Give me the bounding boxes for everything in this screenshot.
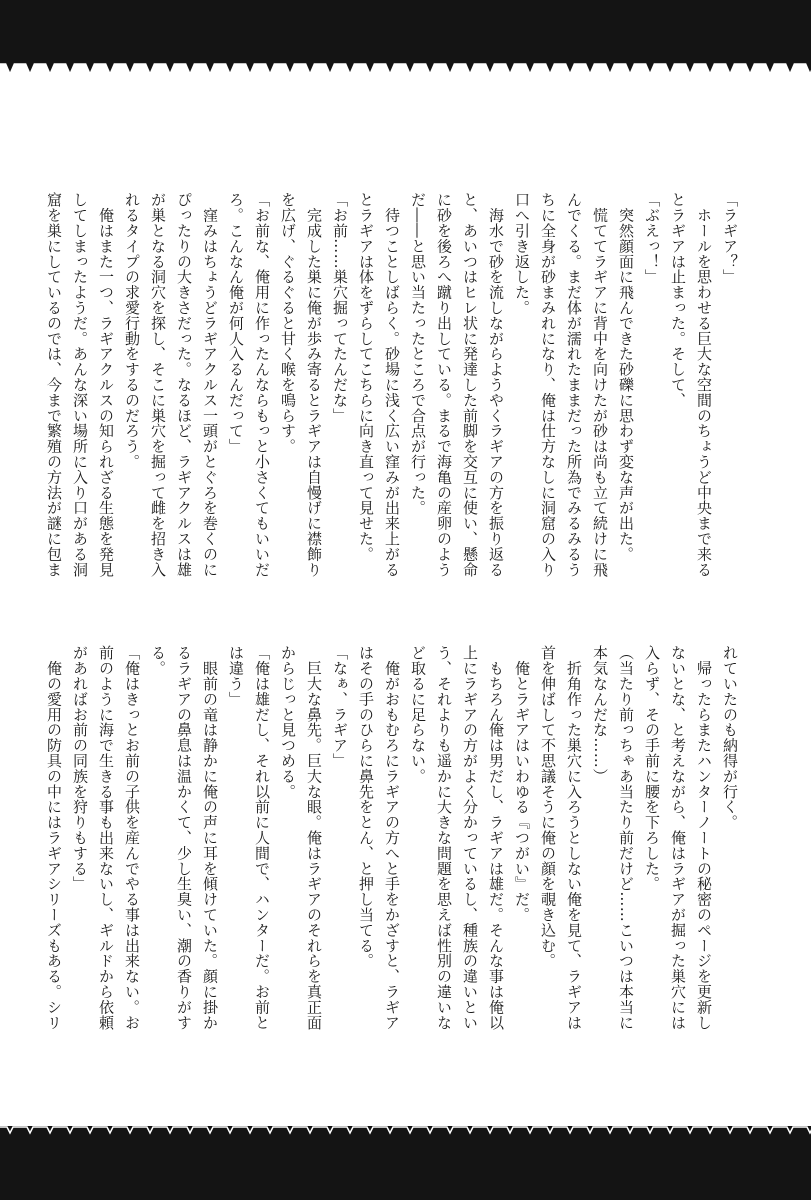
text-column: 「お前な、俺用に作ったんならもっと小さくてもいいだ [253, 192, 271, 577]
text-column: 本気なんだな……） [591, 645, 609, 784]
text-column: 上にラギアの方がよく分かっているし、種族の違いとい [461, 645, 479, 1030]
scalloped-edge-bottom [0, 1122, 811, 1136]
text-column: 「お前……巣穴掘ってたんだな」 [331, 192, 349, 423]
text-column: 「俺は雄だし、それ以前に人間で、ハンターだ。お前と [253, 645, 271, 1030]
upper-text-block [41, 192, 743, 577]
text-column: 待つことしばらく。砂場に浅く広い窪みが出来上がる [383, 192, 401, 577]
text-column: ホールを思わせる巨大な空間のちょうど中央まで来る [695, 192, 713, 577]
text-column: は違う」 [227, 645, 245, 707]
lower-text-block [41, 645, 743, 1030]
text-column: ちに全身が砂まみれになり、俺は仕方なしに洞窟の入り [539, 192, 557, 577]
text-column: れるタイプの求愛行動をするのだろう。 [123, 192, 141, 470]
text-column: 俺はまた一つ、ラギアクルスの知られざる生態を発見 [97, 192, 115, 577]
text-column: 眼前の竜は静かに俺の声に耳を傾けていた。顔に掛か [201, 645, 219, 1030]
text-column: 窟を巣にしているのでは、今まで繁殖の方法が謎に包ま [45, 192, 63, 577]
text-column: ど取るに足らない。 [409, 645, 427, 784]
text-column: 「なぁ、ラギア」 [331, 645, 349, 769]
text-column: れていたのも納得が行く。 [721, 645, 739, 830]
text-column: からじっと見つめる。 [279, 645, 297, 799]
text-column: 完成した巣に俺が歩み寄るとラギアは自慢げに襟飾り [305, 192, 323, 577]
text-column: を広げ、ぐるぐると甘く喉を鳴らす。 [279, 192, 297, 454]
text-column: 巨大な鼻先。巨大な眼。俺はラギアのそれらを真正面 [305, 645, 323, 1030]
text-column: 前のように海で生きる事も出来ないし、ギルドから依頼 [97, 645, 115, 1030]
top-decorative-border [0, 0, 811, 64]
text-column: と、あいつはヒレ状に発達した前脚を交互に使い、懸命 [461, 192, 479, 577]
scalloped-edge-top [0, 60, 811, 74]
text-column: に砂を後ろへ蹴り出している。まるで海亀の産卵のよう [435, 192, 453, 577]
text-column: があればお前の同族を狩りもする」 [71, 645, 89, 892]
text-column: 「ぶえっ！」 [643, 192, 661, 285]
text-column: （当たり前っちゃあ当たり前だけど……こいつは本当に [617, 645, 635, 1030]
text-column: 俺がおもむろにラギアの方へと手をかざすと、ラギア [383, 645, 401, 1030]
text-column: 「ラギア？」 [721, 192, 739, 285]
text-column: んでくる。まだ体が濡れたままだった所為でみるみるう [565, 192, 583, 577]
text-column: 入らず、その手前に腰を下ろした。 [643, 645, 661, 892]
text-column: ぴったりの大きさだった。なるほど、ラギアクルスは雄 [175, 192, 193, 577]
text-column: が巣となる洞穴を探し、そこに巣穴を掘って雌を招き入 [149, 192, 167, 577]
text-column: ないとな、と考えながら、俺はラギアが掘った巣穴には [669, 645, 687, 1030]
text-column: だ――と思い当たったところで合点が行った。 [409, 192, 427, 516]
text-column: 俺とラギアはいわゆる『つがい』だ。 [513, 645, 531, 923]
text-column: 帰ったらまたハンターノートの秘密のページを更新し [695, 645, 713, 1030]
text-column: 窪みはちょうどラギアクルス一頭がとぐろを巻くのに [201, 192, 219, 577]
text-column: 俺の愛用の防具の中にはラギアシリーズもある。シリ [45, 645, 63, 1030]
text-column: 突然顔面に飛んできた砂礫に思わず変な声が出た。 [617, 192, 635, 562]
text-column: 「俺はきっとお前の子供を産んでやる事は出来ない。お [123, 645, 141, 1030]
text-column: とラギアは止まった。そして、 [669, 192, 687, 408]
text-column: してしまったようだ。あんな深い場所に入り口がある洞 [71, 192, 89, 577]
text-column: はその手のひらに鼻先をとん、と押し当てる。 [357, 645, 375, 969]
text-column: る。 [149, 645, 167, 676]
text-column: もちろん俺は男だし、ラギアは雄だ。そんな事は俺以 [487, 645, 505, 1030]
text-column: とラギアは体をずらしてこちらに向き直って見せた。 [357, 192, 375, 562]
text-column: 海水で砂を流しながらようやくラギアの方を振り返る [487, 192, 505, 577]
text-column: 折角作った巣穴に入ろうとしない俺を見て、ラギアは [565, 645, 583, 1030]
text-column: 口へ引き返した。 [513, 192, 531, 316]
text-column: ろ。こんなん俺が何人入るんだって」 [227, 192, 245, 454]
text-column: う、それよりも遥かに大きな問題を思えば性別の違いな [435, 645, 453, 1030]
text-column: 首を伸ばして不思議そうに俺の顔を覗き込む。 [539, 645, 557, 969]
bottom-decorative-border [0, 1126, 811, 1200]
text-column: 慌ててラギアに背中を向けたが砂は尚も立て続けに飛 [591, 192, 609, 577]
text-column: るラギアの鼻息は温かくて、少し生臭い、潮の香りがす [175, 645, 193, 1030]
